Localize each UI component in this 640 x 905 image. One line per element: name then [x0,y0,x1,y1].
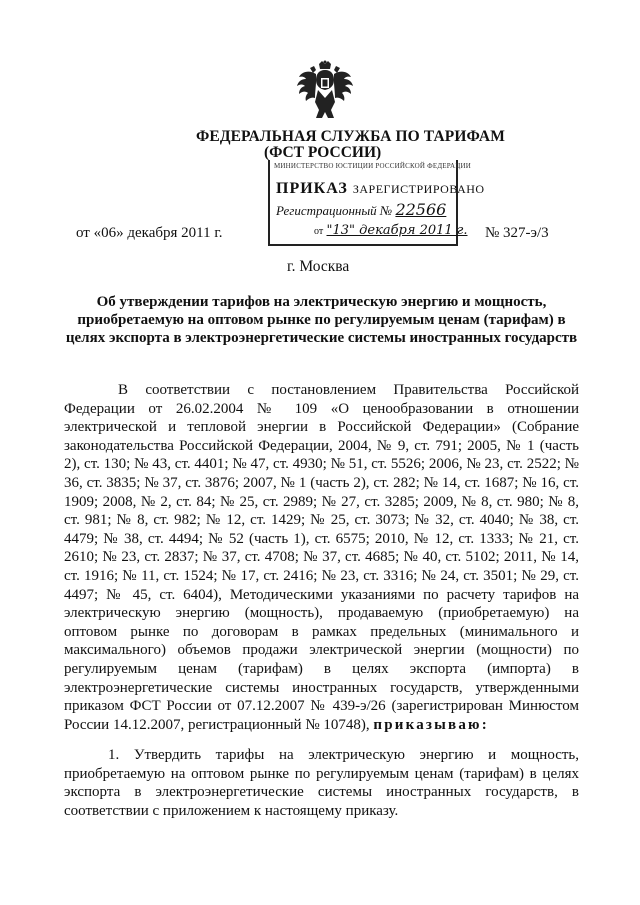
stamp-registered-word: ЗАРЕГИСТРИРОВАНО [352,182,485,196]
document-title: Об утверждении тарифов на электрическую энергию и мощность, приобретаемую на оптовом рынке по регулируемым ценам (тарифам) в целях экспорта в электроэнергетические системы иностранных государств [65,294,578,346]
city: г. Москва [287,258,350,275]
registration-stamp [268,160,485,246]
stamp-reg-number: 22566 [395,200,447,219]
order-number: № 327-э/3 [485,225,549,241]
agency-name: ФЕДЕРАЛЬНАЯ СЛУЖБА ПО ТАРИФАМ [196,128,505,145]
preamble [64,381,579,734]
stamp-ministry-line: МИНИСТЕРСТВО ЮСТИЦИИ РОССИЙСКОЙ ФЕДЕРАЦИИ [274,162,471,170]
order-item-1 [64,746,579,820]
preamble-paragraph [64,381,579,734]
order-date: от «06» декабря 2011 г. [76,225,223,241]
stamp-date-line [314,222,468,238]
preamble-text: В соответствии с постановлением Правительства Российской Федерации от 26.02.2004 № 109 «О ценообразовании в отношении электрической и тепловой энергии в Российской Федерации» (Собрание законодательства Российской Федерации, 2004, № 9, ст. 791; 2005, № 1 (часть 2), ст. 130; № 43, ст. 4401; № 47, ст. 4930; № 51, ст. 5526; 2006, № 23, ст. 2522; № 36, ст. 3835; № 37, ст. 3876; 2007, № 1 (часть 2), ст. 282; № 14, ст. 1687; № 16, ст. 1909; 2008, № 2, ст. 84; № 25, ст. 2989; № 27, ст. 3285; 2009, № 8, ст. 980; № 8, ст. 981; № 8, ст. 982; № 12, ст. 1429; № 25, ст. 3073; № 32, ст. 4040; № 38, ст. 4479; № 38, ст. 4494; № 52 (часть 1), ст. 6575; 2010, № 12, ст. 1333; № 21, ст. 2610; № 23, ст. 2837; № 37, ст. 4708; № 37, ст. 4685; № 40, ст. 5102; 2011, № 14, ст. 1916; № 11, ст. 1524; № 17, ст. 2416; № 23, ст. 3316; № 24, ст. 3501; № 29, ст. 4497; № 45, ст. 6404), Методическими указаниями по расчету тарифов на электрическую энергию (мощность), продаваемую (приобретаемую) на оптовом рынке по договорам в рамках предельных (минимального и максимального) объемов продажи электрической энергии (мощности) по регулируемым ценам (тарифам) в целях экспорта (импорта) в электроэнергетические системы иностранных государств, утвержденными приказом ФСТ России от 07.12.2007 № 439-э/26 (зарегистрирован Минюстом России 14.12.2007, регистрационный № 10748), [64,382,579,733]
stamp-date-value: "13" декабря 2011 г. [326,223,468,238]
stamp-date-prefix: от [314,226,324,237]
stamp-title [276,180,485,198]
stamp-prikaz-word: ПРИКАЗ [276,180,348,197]
stamp-reg-label: Регистрационный № [276,203,393,218]
stamp-registration-line [276,200,446,219]
double-headed-eagle-emblem [296,60,354,122]
order-item-1-text: 1. Утвердить тарифы на электрическую энергию и мощность, приобретаемую на оптовом рынке по регулируемым ценам (тарифам) в целях экспорта в электроэнергетические системы иностранных государств, в соответствии с приложением к настоящему приказу. [64,747,579,819]
orders-word: приказываю: [373,716,489,733]
agency-short-name: (ФСТ РОССИИ) [264,144,382,161]
